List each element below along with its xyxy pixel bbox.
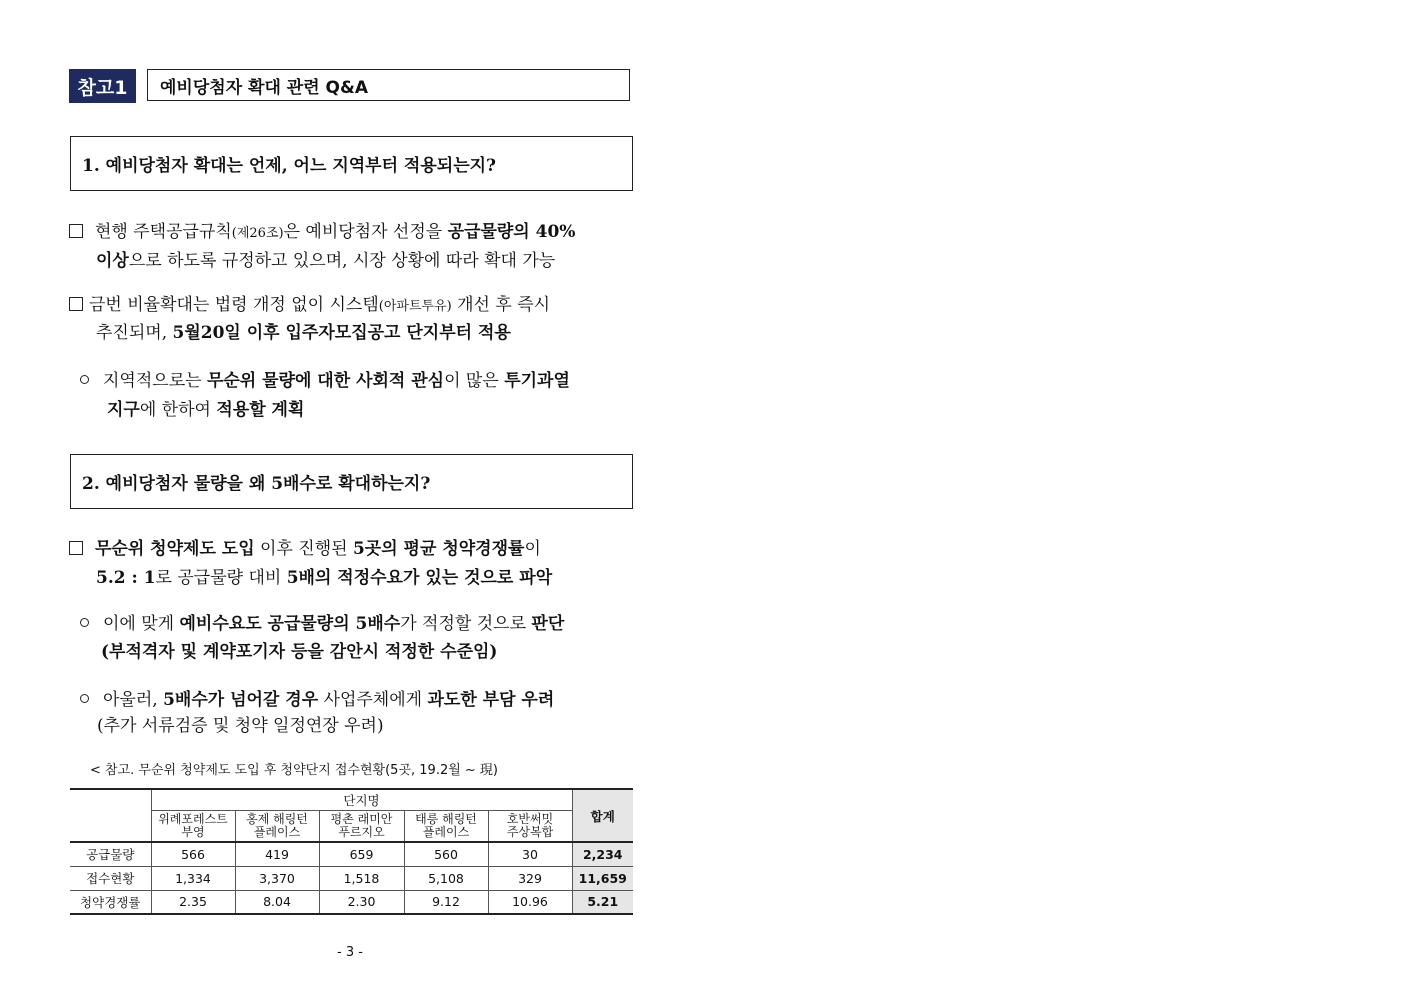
question-2-text: 2. 예비당첨자 물량을 왜 5배수로 확대하는지? [82, 474, 431, 494]
page-number: - 3 - [337, 945, 363, 960]
text-span: 예비수요도 공급물량의 5배수 [179, 614, 401, 634]
table-cell: 5,108 [404, 866, 488, 890]
circle-bullet-icon [80, 375, 89, 384]
circle-bullet-icon [80, 694, 89, 703]
text-span: 현행 주택공급규칙 [95, 222, 232, 242]
q2-paragraph-1-line-1 [69, 539, 541, 559]
table-cell: 8.04 [235, 890, 319, 914]
text-span: 추진되며, [96, 323, 173, 343]
text-span: 5.2 : 1 [96, 568, 156, 588]
text-span: 이상 [96, 251, 129, 271]
table-cell: 2.35 [151, 890, 235, 914]
table-cell: 30 [488, 842, 572, 866]
column-header-line: 주상복합 [506, 824, 554, 839]
text-span: 적용할 계획 [216, 400, 305, 420]
question-2-box [70, 454, 633, 509]
text-span: (아파트투유) [378, 299, 452, 314]
column-header-line: 푸르지오 [338, 824, 385, 839]
text-span: 5배수가 넘어갈 경우 [163, 690, 319, 710]
q2-paragraph-2-line-2: (부적격자 및 계약포기자 등을 감안시 적정한 수준임) [101, 642, 498, 662]
text-span: 은 예비당첨자 선정을 [283, 222, 448, 242]
text-span: 공급물량의 40% [447, 222, 576, 242]
text-span: 지구 [107, 400, 140, 420]
row-label-cell: 청약경쟁률 [70, 890, 151, 914]
table-row [70, 842, 633, 866]
q2-paragraph-3-line-1 [80, 690, 554, 710]
q2-paragraph-2-line-1 [80, 614, 564, 634]
table-cell: 1,518 [319, 866, 404, 890]
column-header-line: 홍제 해링턴 [246, 811, 308, 826]
q1-paragraph-3-line-1 [80, 371, 570, 391]
table-cell: 659 [319, 842, 404, 866]
table-cell: 566 [151, 842, 235, 866]
text-span: 이 [524, 539, 541, 559]
circle-bullet-icon [80, 618, 89, 627]
text-span: (제26조) [231, 226, 284, 241]
table-cell: 2.30 [319, 890, 404, 914]
table-cell: 9.12 [404, 890, 488, 914]
text-span: 사업주체에게 [318, 690, 428, 710]
text-span: 에 한하여 [139, 400, 217, 420]
column-header-cell [151, 810, 235, 842]
total-header-cell: 합계 [572, 789, 633, 842]
table-cell: 419 [235, 842, 319, 866]
column-header-cell [404, 810, 488, 842]
table-row [70, 890, 633, 914]
column-header-line: 플레이스 [253, 824, 301, 839]
text-span: 이에 맞게 [103, 614, 180, 634]
text-span: 5곳의 평균 청약경쟁률 [352, 539, 525, 559]
reference-tag: 참고1 [69, 69, 136, 103]
text-span: 가 적정할 것으로 [400, 614, 532, 634]
square-bullet-icon [69, 297, 83, 311]
total-cell: 11,659 [572, 866, 633, 890]
table-corner-cell [70, 789, 151, 842]
column-header-cell [488, 810, 572, 842]
question-1-box [70, 136, 633, 191]
table-subheader-row [70, 810, 633, 842]
table-header-row [70, 789, 633, 810]
text-span: 판단 [531, 614, 565, 634]
table-cell: 1,334 [151, 866, 235, 890]
table-cell: 10.96 [488, 890, 572, 914]
table-cell: 560 [404, 842, 488, 866]
text-span: 5배의 적정수요가 있는 것으로 파악 [286, 568, 553, 588]
total-cell: 5.21 [572, 890, 633, 914]
q1-paragraph-1-line-1 [69, 222, 575, 244]
square-bullet-icon [69, 224, 83, 238]
column-header-line: 플레이스 [422, 824, 470, 839]
column-header-line: 호반써밋 [506, 811, 554, 826]
table-cell: 329 [488, 866, 572, 890]
page-title [147, 69, 630, 101]
q1-paragraph-1-line-2 [96, 251, 555, 271]
text-span: 으로 하도록 규정하고 있으며, 시장 상황에 따라 확대 가능 [128, 251, 556, 271]
row-label-cell: 접수현황 [70, 866, 151, 890]
text-span: 무순위 물량에 대한 사회적 관심 [206, 371, 445, 391]
text-span: 아울러, [103, 690, 164, 710]
page-title-text: 예비당첨자 확대 관련 Q&A [160, 77, 368, 98]
q2-paragraph-1-line-2 [96, 568, 552, 588]
text-span: 개선 후 즉시 [451, 295, 551, 315]
text-span: 투기과열 [504, 371, 570, 391]
column-header-cell [235, 810, 319, 842]
question-1-text: 1. 예비당첨자 확대는 언제, 어느 지역부터 적용되는지? [82, 156, 496, 176]
q1-paragraph-3-line-2 [107, 400, 304, 420]
column-header-line: 위례포레스트 [158, 811, 228, 826]
text-span: 지역적으로는 [103, 371, 207, 391]
column-header-cell [319, 810, 404, 842]
row-label-cell: 공급물량 [70, 842, 151, 866]
text-span: 금번 비율확대는 법령 개정 없이 시스템 [89, 295, 379, 315]
text-span: 과도한 부담 우려 [427, 690, 555, 710]
column-header-line: 태릉 해링턴 [415, 811, 477, 826]
q1-paragraph-2-line-1 [69, 295, 550, 317]
text-span: 5월20일 이후 입주자모집공고 단지부터 적용 [172, 323, 511, 343]
column-header-line: 평촌 래미안 [330, 811, 393, 826]
group-header-cell: 단지명 [151, 789, 572, 810]
reference-caption: < 참고. 무순위 청약제도 도입 후 청약단지 접수현황(5곳, 19.2월 ~ 現) [90, 763, 499, 778]
text-span: 이후 진행된 [254, 539, 353, 559]
q2-paragraph-3-line-2: (추가 서류검증 및 청약 일정연장 우려) [97, 716, 384, 736]
table-cell: 3,370 [235, 866, 319, 890]
table-row [70, 866, 633, 890]
text-span: 로 공급물량 대비 [155, 568, 287, 588]
q1-paragraph-2-line-2 [96, 323, 511, 343]
text-span: 이 많은 [444, 371, 505, 391]
total-cell: 2,234 [572, 842, 633, 866]
reference-table [70, 788, 633, 915]
text-span: 무순위 청약제도 도입 [95, 539, 255, 559]
square-bullet-icon [69, 541, 83, 555]
column-header-line: 부영 [181, 824, 205, 839]
